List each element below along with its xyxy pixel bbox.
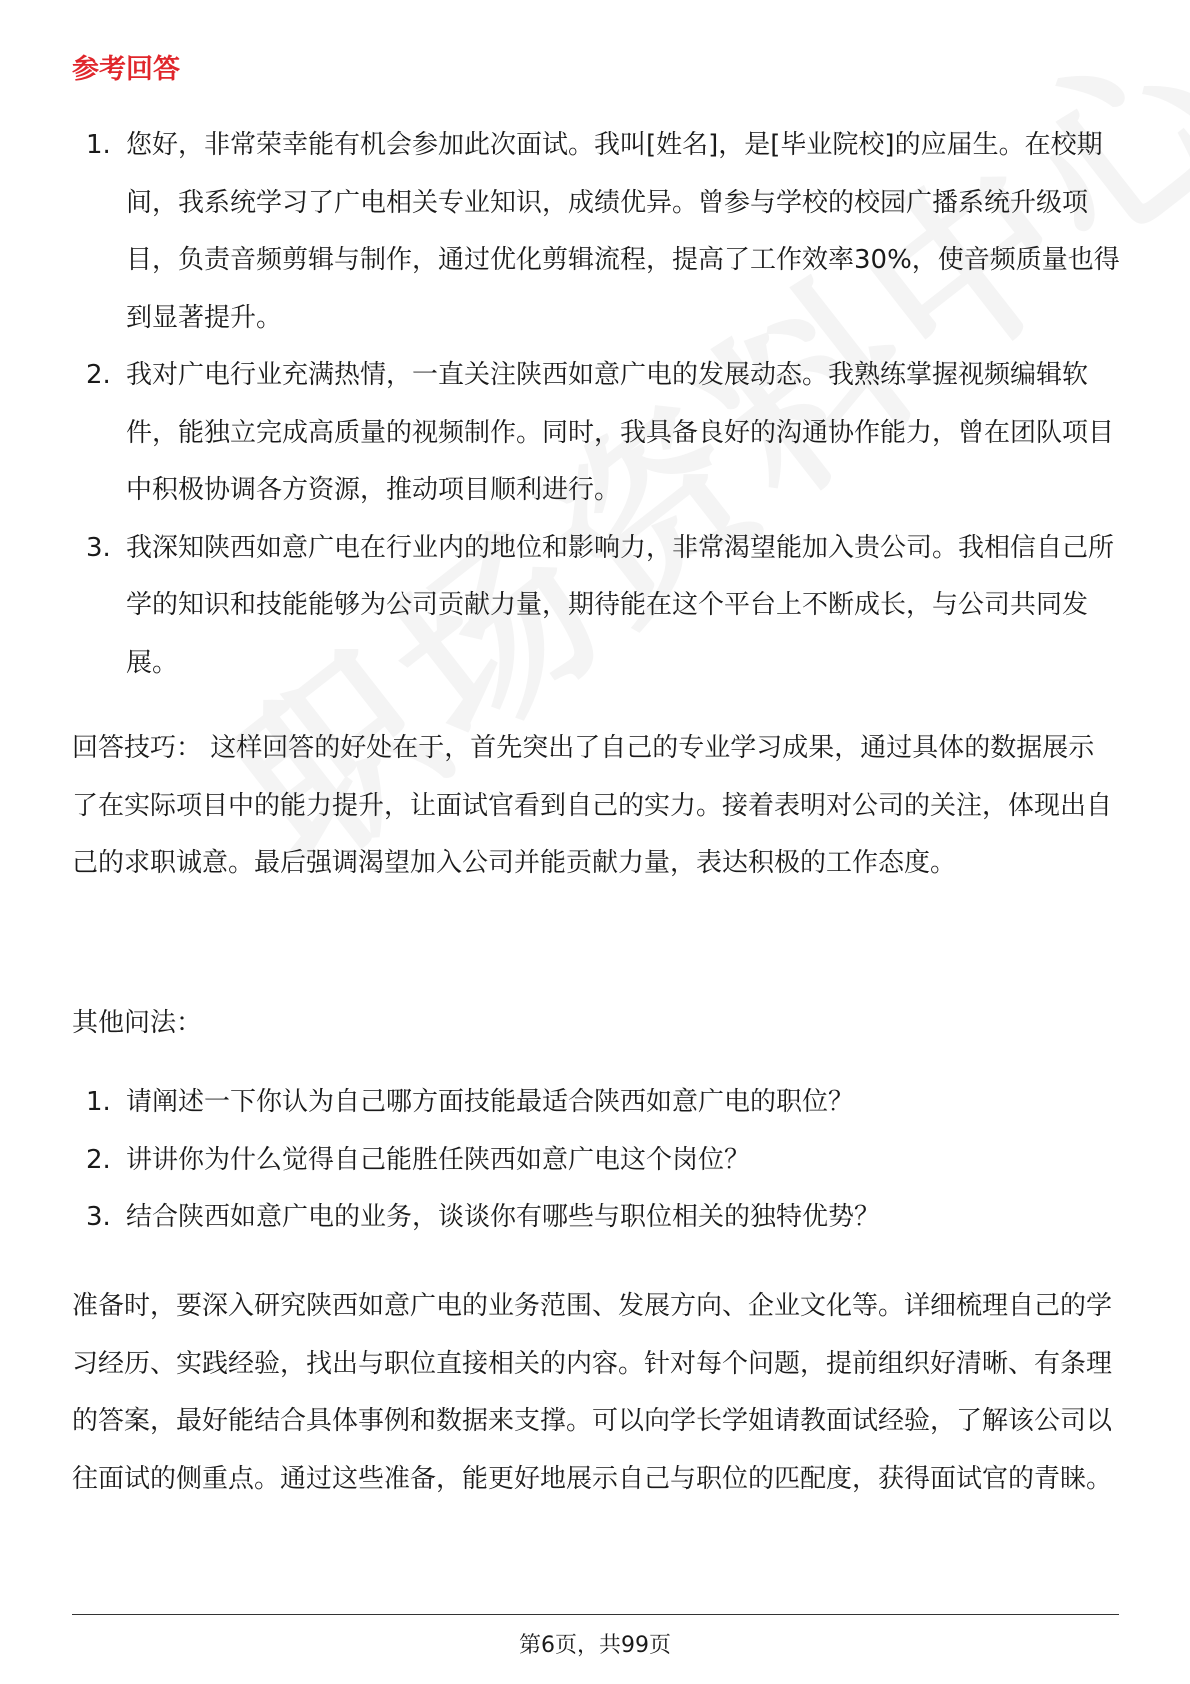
list-number: 3.	[86, 1202, 111, 1232]
answer-item	[72, 117, 1120, 347]
answer-item	[72, 347, 1120, 520]
answer-text: 我对广电行业充满热情，一直关注陕西如意广电的发展动态。我熟练掌握视频编辑软件，能独立完成高质量的视频制作。同时，我具备良好的沟通协作能力，曾在团队项目中积极协调各方资源，推动项目顺利进行。	[126, 360, 1115, 505]
question-text: 结合陕西如意广电的业务，谈谈你有哪些与职位相关的独特优势？	[126, 1202, 881, 1232]
page-number: 第6页，共99页	[519, 1633, 671, 1658]
answer-text: 您好，非常荣幸能有机会参加此次面试。我叫[姓名]，是[毕业院校]的应届生。在校期间，我系统学习了广电相关专业知识，成绩优异。曾参与学校的校园广播系统升级项目，负责音频剪辑与制作，通过优化剪辑流程，提高了工作效率30%，使音频质量也得到显著提升。	[126, 130, 1120, 333]
footer-divider	[72, 1614, 1119, 1615]
list-number: 2.	[86, 360, 111, 390]
other-question-item	[72, 1074, 1120, 1132]
list-number: 1.	[86, 130, 111, 160]
answer-text: 我深知陕西如意广电在行业内的地位和影响力，非常渴望能加入贵公司。我相信自己所学的知识和技能能够为公司贡献力量，期待能在这个平台上不断成长，与公司共同发展。	[126, 532, 1115, 678]
list-number: 1.	[86, 1087, 111, 1117]
answer-tips: 回答技巧： 这样回答的好处在于，首先突出了自己的专业学习成果，通过具体的数据展示了在实际项目中的能力提升，让面试官看到自己的实力。接着表明对公司的关注，体现出自己的求职诚意。最后强调渴望加入公司并能贡献力量，表达积极的工作态度。	[72, 733, 1113, 878]
other-questions-title: 其他问法：	[72, 1008, 203, 1038]
answer-list	[72, 117, 1120, 692]
section-title: 参考回答	[72, 54, 180, 85]
list-number: 2.	[86, 1144, 111, 1175]
question-text: 讲讲你为什么觉得自己能胜任陕西如意广电这个岗位？	[126, 1144, 751, 1175]
other-question-item	[72, 1132, 1120, 1190]
other-question-item	[72, 1189, 1120, 1247]
preparation-advice: 准备时，要深入研究陕西如意广电的业务范围、发展方向、企业文化等。详细梳理自己的学习经历、实践经验，找出与职位直接相关的内容。针对每个问题，提前组织好清晰、有条理的答案，最好能结合具体事例和数据来支撑。可以向学长学姐请教面试经验，了解该公司以往面试的侧重点。通过这些准备，能更好地展示自己与职位的匹配度，获得面试官的青睐。	[72, 1291, 1113, 1494]
list-number: 3.	[86, 532, 111, 563]
answer-item	[72, 520, 1120, 693]
question-text: 请阐述一下你认为自己哪方面技能最适合陕西如意广电的职位？	[126, 1087, 855, 1117]
other-questions-list	[72, 1074, 1120, 1247]
